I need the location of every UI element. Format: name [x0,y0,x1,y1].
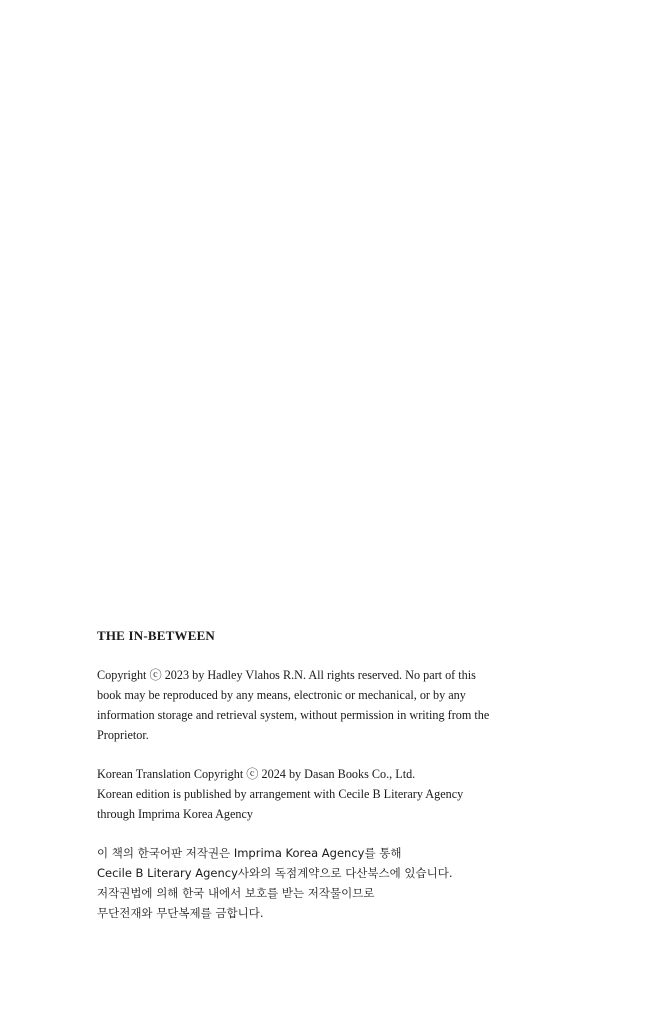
copyright-line: information storage and retrieval system, without permission in writing from the [97,708,490,722]
korean-notice-line: 이 책의 한국어판 저작권은 Imprima Korea Agency를 통해 [97,846,402,860]
korean-notice-line: 저작권법에 의해 한국 내에서 보호를 받는 저작물이므로 [97,886,375,900]
copyright-line: Copyright ⓒ 2023 by Hadley Vlahos R.N. All rights reserved. No part of this [97,668,476,682]
translation-line: through Imprima Korea Agency [97,807,254,821]
translation-line: Korean Translation Copyright ⓒ 2024 by Dasan Books Co., Ltd. [97,767,416,781]
korean-notice-line: Cecile B Literary Agency사와의 독점계약으로 다산북스에 있습니다. [97,866,453,880]
korean-notice-line: 무단전재와 무단복제를 금합니다. [97,906,264,920]
copyright-line: book may be reproduced by any means, electronic or mechanical, or by any [97,688,466,702]
copyright-paragraph [97,665,547,745]
copyright-line: Proprietor. [97,728,149,742]
translation-paragraph [97,764,547,824]
book-title: THE IN-BETWEEN [97,628,216,643]
korean-notice-paragraph [97,843,547,923]
translation-line: Korean edition is published by arrangement with Cecile B Literary Agency [97,787,464,801]
copyright-block [97,627,547,942]
